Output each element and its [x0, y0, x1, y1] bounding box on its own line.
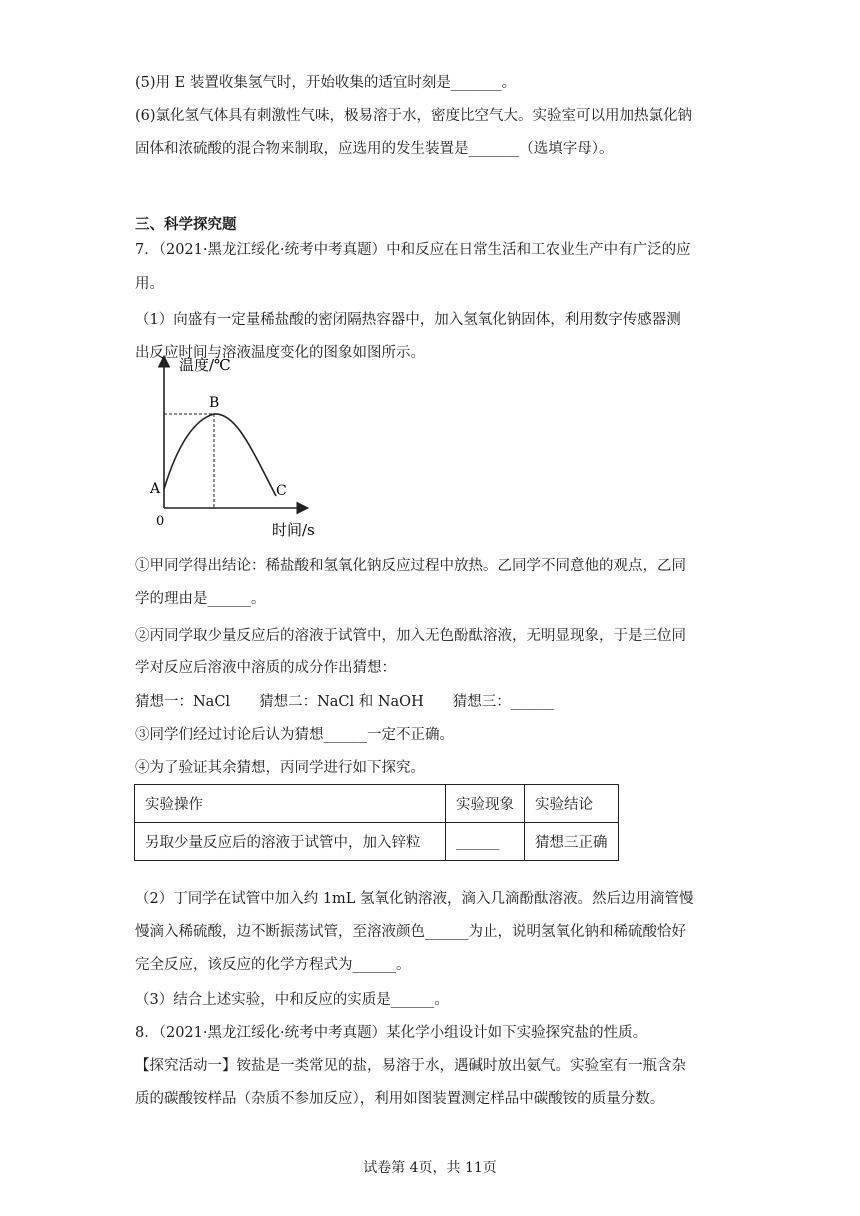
q7-part2-3: 完全反应，该反应的化学方程式为______。: [135, 957, 411, 973]
q7-item1-1: ①甲同学得出结论：稀盐酸和氢氧化钠反应过程中放热。乙同学不同意他的观点，乙同: [135, 558, 686, 574]
q8-activity1-2: 质的碳酸铵样品（杂质不参加反应），利用如图装置测定样品中碳酸铵的质量分数。: [135, 1091, 665, 1107]
table-header-cell: 实验现象: [446, 785, 525, 823]
q8-activity1-1: 【探究活动一】铵盐是一类常见的盐，易溶于水，遇碱时放出氨气。实验室有一瓶含杂: [135, 1058, 686, 1074]
q7-stem-1: 7．（2021·黑龙江绥化·统考中考真题）中和反应在日常生活和工农业生产中有广泛的应: [135, 242, 691, 258]
q7-part2-1: （2）丁同学在试管中加入约 1mL 氢氧化钠溶液，滴入几滴酚酞溶液。然后边用滴管慢: [135, 891, 694, 907]
q7-item1-2: 学的理由是______。: [135, 591, 266, 607]
temperature-curve: [164, 414, 276, 496]
experiment-table: [134, 784, 619, 861]
q6-text-1: (6)氯化氢气体具有刺激性气味，极易溶于水，密度比空气大。实验室可以用加热氯化钠: [135, 108, 693, 124]
q7-part1-1: （1）向盛有一定量稀盐酸的密闭隔热容器中，加入氢氧化钠固体，利用数字传感器测: [135, 312, 681, 328]
table-cell: 猜想三正确: [525, 823, 619, 861]
q7-part2-2: 慢滴入稀硫酸，边不断振荡试管，至溶液颜色______为止，说明氢氧化钠和稀硫酸恰好: [135, 924, 686, 940]
table-header-row: [135, 785, 619, 823]
q6-text-2: 固体和浓硫酸的混合物来制取，应选用的发生装置是_______（选填字母）。: [135, 141, 614, 157]
table-row: [135, 823, 619, 861]
point-b-label: B: [209, 395, 220, 411]
q5-text: (5)用 E 装置收集氢气时，开始收集的适宜时刻是_______。: [135, 75, 517, 91]
point-a-label: A: [150, 481, 161, 497]
origin-label: 0: [156, 514, 165, 529]
q7-part3: （3）结合上述实验，中和反应的实质是______。: [135, 992, 449, 1008]
table-cell: ______: [446, 823, 525, 861]
point-c-label: C: [276, 483, 287, 499]
page-footer: 试卷第 4页，共 11页: [363, 1160, 497, 1176]
y-axis-label: 温度/℃: [179, 356, 231, 374]
q7-stem-2: 用。: [135, 276, 164, 292]
q7-part1-2: 出反应时间与溶液温度变化的图象如图所示。: [135, 345, 425, 361]
q7-hypotheses: 猜想一：NaCl 猜想二：NaCl 和 NaOH 猜想三：______: [135, 694, 555, 710]
q7-item2-2: 学对反应后溶液中溶质的成分作出猜想：: [135, 660, 396, 676]
x-axis-label: 时间/s: [272, 521, 315, 539]
q7-item2-1: ②丙同学取少量反应后的溶液于试管中，加入无色酚酞溶液，无明显现象，于是三位同: [135, 628, 686, 644]
section-heading: 三、科学探究题: [135, 216, 237, 233]
table-header-cell: 实验结论: [525, 785, 619, 823]
temperature-graph: [140, 350, 340, 545]
q8-stem: 8．（2021·黑龙江绥化·统考中考真题）某化学小组设计如下实验探究盐的性质。: [135, 1025, 648, 1041]
q7-item3: ③同学们经过讨论后认为猜想______一定不正确。: [135, 727, 454, 743]
q7-item4: ④为了验证其余猜想，丙同学进行如下探究。: [135, 760, 425, 776]
table-cell: 另取少量反应后的溶液于试管中，加入锌粒: [135, 823, 446, 861]
table-header-cell: 实验操作: [135, 785, 446, 823]
